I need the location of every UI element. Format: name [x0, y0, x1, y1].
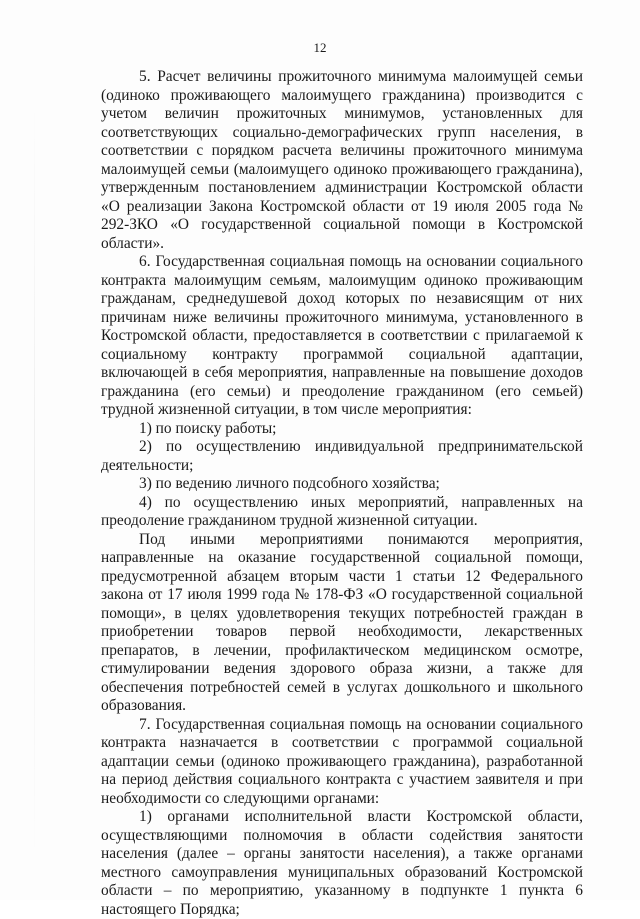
- list-item-job-search: 1) по поиску работы;: [139, 419, 277, 437]
- paragraph-6-social-contract: 6. Государственная социальная помощь на основании социального контракта малоимущим семьям, малоимущим одиноко проживающим гражданам, среднедушевой доход которых по независящим от них причинам ниже величины прожиточного минимума, установленного в Костромской области, предоставляется в соответствии с прилагаемой к социальному контракту программой социальной адаптации, включающей в себя мероприятия, направленные на повышение доходов гражданина (его семьи) и преодоление гражданином (его семьей) трудной жизненной ситуации, в том числе мероприятия:: [101, 253, 583, 418]
- scan-shadow: [34, 100, 35, 860]
- list-item-employment-authorities: 1) органами исполнительной власти Костромской области, осуществляющими полномочия в области содействия занятости населения (далее – органы занятости населения), а также органами местного самоуправления муниципальных образований Костромской области – по мероприятию, указанному в подпункте 1 пункта 6 настоящего Порядка;: [101, 808, 583, 918]
- document-body: [101, 68, 583, 919]
- page-number: 12: [313, 40, 327, 55]
- list-item-entrepreneurship: 2) по осуществлению индивидуальной предпринимательской деятельности;: [101, 438, 583, 474]
- paragraph-7-adaptation-program: 7. Государственная социальная помощь на основании социального контракта назначается в соответствии с программой социальной адаптации семьи (одиноко проживающего гражданина), разработанной на период действия социального контракта с участием заявителя и при необходимости со следующими органами:: [101, 715, 583, 807]
- list-item-other-measures: 4) по осуществлению иных мероприятий, направленных на преодоление гражданином трудной жизненной ситуации.: [101, 493, 583, 529]
- list-item-household-farming: 3) по ведению личного подсобного хозяйства;: [139, 475, 440, 492]
- paragraph-5-calculation: 5. Расчет величины прожиточного минимума малоимущей семьи (одиноко проживающего малоимущего гражданина) производится с учетом величин прожиточных минимумов, установленных для соответствующих социально-демографических групп населения, в соответствии с порядком расчета величины прожиточного минимума малоимущей семьи (малоимущего одиноко проживающего гражданина), утвержденным постановлением администрации Костромской области «О реализации Закона Костромской области от 19 июля 2005 года № 292-ЗКО «О государственной социальной помощи в Костромской области».: [101, 68, 583, 252]
- paragraph-other-measures-definition: Под иными мероприятиями понимаются мероприятия, направленные на оказание государственной социальной помощи, предусмотренной абзацем вторым части 1 статьи 12 Федерального закона от 17 июля 1999 года № 178-ФЗ «О государственной социальной помощи», в целях удовлетворения текущих потребностей граждан в приобретении товаров первой необходимости, лекарственных препаратов, в лечении, профилактическом медицинском осмотре, стимулировании ведения здорового образа жизни, а также для обеспечения потребностей семей в услугах дошкольного и школьного образования.: [101, 530, 583, 714]
